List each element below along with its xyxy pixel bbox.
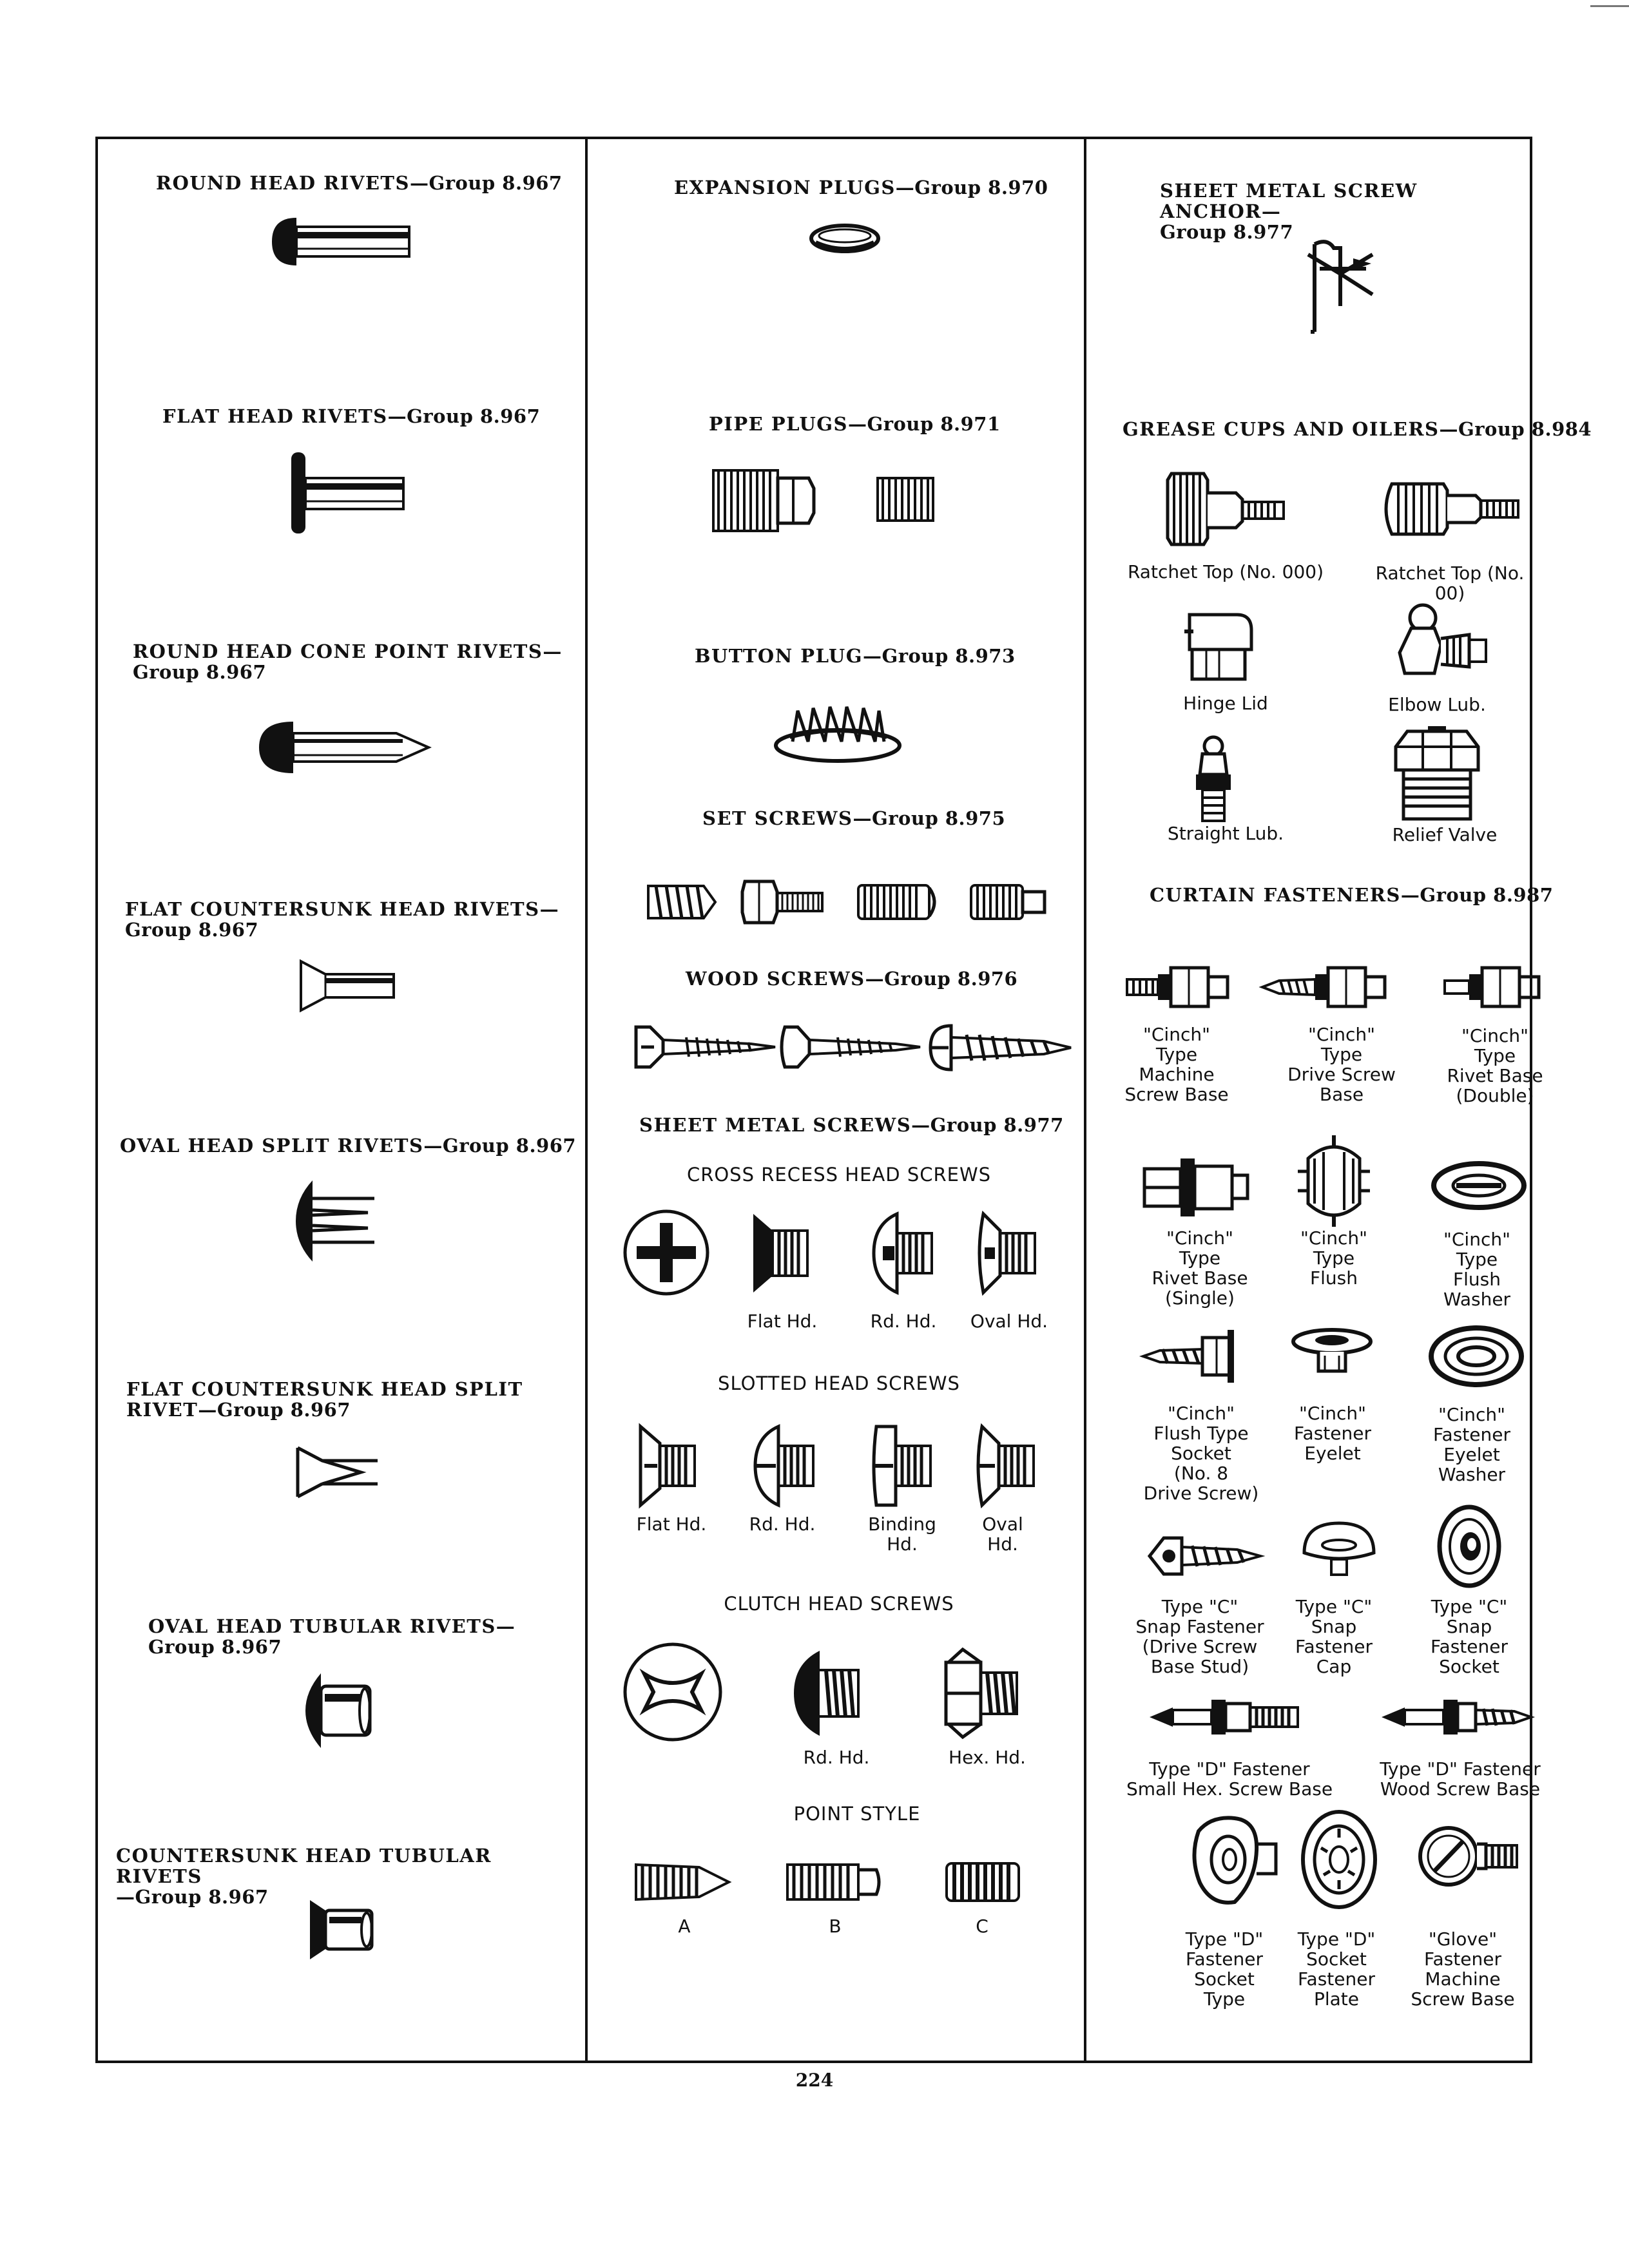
clutch-hex-label: Hex. Hd.: [949, 1747, 1026, 1768]
button-plug-heading: BUTTON PLUG—Group 8.973: [695, 645, 1016, 667]
slotted-binding-icon: [870, 1424, 934, 1508]
type-d-socket-plate-icon: [1300, 1809, 1378, 1910]
round-head-rivet-icon: [271, 213, 412, 271]
clutch-round-icon: [791, 1648, 862, 1738]
slotted-oval-label: Oval Hd.: [982, 1514, 1023, 1555]
wood-screw-round-icon: [928, 1023, 1073, 1072]
type-d-socket-plate-label: Type "D" Socket Fastener Plate: [1297, 1928, 1376, 2010]
ratchet-top-00-icon: [1379, 480, 1521, 538]
flat-head-rivet-icon: [290, 451, 406, 535]
set-screw-b-icon: [741, 878, 825, 927]
set-screws-heading: SET SCREWS—Group 8.975: [702, 807, 1006, 829]
grease-cups-heading: GREASE CUPS AND OILERS—Group 8.984: [1123, 418, 1592, 440]
straight-lub-icon: [1184, 735, 1242, 825]
curtain-fasteners-heading: CURTAIN FASTENERS—Group 8.987: [1150, 884, 1554, 906]
screw-anchor-icon: [1302, 235, 1379, 338]
cinch-rivet-base-single-label: "Cinch" Type Rivet Base (Single): [1152, 1227, 1248, 1309]
pipe-plug-large-icon: [712, 465, 815, 536]
slotted-flat-label: Flat Hd.: [636, 1514, 707, 1535]
hinge-lid-label: Hinge Lid: [1183, 693, 1268, 714]
countersunk-rivet-icon: [300, 960, 396, 1012]
expansion-plug-icon: [809, 219, 880, 258]
slotted-binding-label: Binding Hd.: [868, 1514, 936, 1555]
cinch-flush-label: "Cinch" Type Flush: [1300, 1227, 1367, 1289]
straight-lub-label: Straight Lub.: [1167, 823, 1284, 844]
cinch-flush-washer-icon: [1431, 1160, 1527, 1211]
countersunk-rivets-heading: FLAT COUNTERSUNK HEAD RIVETS— Group 8.967: [125, 898, 560, 941]
set-screw-d-icon: [970, 883, 1050, 921]
countersunk-tubular-rivet-icon: [306, 1898, 377, 1962]
type-d-wood-screw-base-icon: [1379, 1695, 1534, 1740]
cinch-eyelet-washer-icon: [1428, 1324, 1525, 1389]
point-style-c-icon: [944, 1860, 1021, 1905]
cinch-flush-type-socket-label: "Cinch" Flush Type Socket (No. 8 Drive Screw): [1143, 1403, 1259, 1504]
cinch-flush-washer-label: "Cinch" Type Flush Washer: [1443, 1229, 1511, 1310]
sheet-metal-screws-heading: SHEET METAL SCREWS—Group 8.977: [639, 1114, 1064, 1136]
cross-recess-flat-icon: [751, 1211, 813, 1295]
oval-tubular-rivets-heading: OVAL HEAD TUBULAR RIVETS— Group 8.967: [148, 1615, 516, 1658]
cinch-machine-screw-base-label: "Cinch" Type Machine Screw Base: [1124, 1024, 1229, 1105]
type-c-snap-cap-label: Type "C" Snap Fastener Cap: [1295, 1596, 1373, 1677]
cross-recess-round-icon: [871, 1211, 936, 1295]
point-style-b-label: B: [829, 1916, 842, 1937]
slotted-round-label: Rd. Hd.: [749, 1514, 816, 1535]
slotted-subheading: SLOTTED HEAD SCREWS: [718, 1372, 960, 1394]
corner-mark: [1590, 5, 1629, 7]
cinch-rivet-base-single-icon: [1142, 1152, 1251, 1223]
cross-recess-oval-icon: [974, 1211, 1039, 1295]
cinch-machine-screw-base-icon: [1124, 961, 1234, 1013]
slotted-oval-icon: [973, 1424, 1037, 1508]
elbow-lub-label: Elbow Lub.: [1388, 694, 1486, 715]
screw-anchor-heading: SHEET METAL SCREW ANCHOR— Group 8.977: [1160, 180, 1418, 243]
clutch-head-top-icon: [622, 1642, 723, 1742]
elbow-lub-icon: [1392, 602, 1489, 680]
relief-valve-icon: [1392, 725, 1482, 822]
expansion-plugs-heading: EXPANSION PLUGS—Group 8.970: [674, 177, 1048, 198]
point-style-c-label: C: [976, 1916, 988, 1937]
clutch-hex-icon: [942, 1647, 1019, 1740]
cone-point-rivets-heading: ROUND HEAD CONE POINT RIVETS— Group 8.967: [133, 640, 563, 683]
ratchet-top-000-label: Ratchet Top (No. 000): [1127, 561, 1324, 582]
cinch-rivet-base-double-icon: [1442, 961, 1548, 1013]
oval-split-rivet-icon: [293, 1179, 377, 1263]
type-c-snap-stud-icon: [1147, 1530, 1263, 1582]
cross-recess-subheading: CROSS RECESS HEAD SCREWS: [686, 1164, 992, 1186]
cinch-flush-type-socket-icon: [1141, 1327, 1250, 1385]
type-d-small-hex-base-icon: [1147, 1695, 1302, 1740]
clutch-round-label: Rd. Hd.: [803, 1747, 870, 1768]
oval-split-rivets-heading: OVAL HEAD SPLIT RIVETS—Group 8.967: [120, 1135, 577, 1157]
point-style-subheading: POINT STYLE: [793, 1803, 921, 1825]
cross-recess-flat-label: Flat Hd.: [747, 1311, 818, 1332]
flat-head-rivets-heading: FLAT HEAD RIVETS—Group 8.967: [162, 405, 541, 427]
wood-screw-flat-icon: [635, 1024, 776, 1070]
cross-recess-round-label: Rd. Hd.: [870, 1311, 937, 1332]
cross-recess-oval-label: Oval Hd.: [970, 1311, 1048, 1332]
round-head-rivets-heading: ROUND HEAD RIVETS—Group 8.967: [156, 172, 563, 194]
ratchet-top-000-icon: [1165, 467, 1287, 551]
slotted-round-icon: [753, 1424, 817, 1508]
type-c-snap-socket-icon: [1437, 1504, 1501, 1588]
cinch-flush-icon: [1295, 1133, 1373, 1229]
cross-recess-top-icon: [622, 1209, 710, 1296]
cinch-eyelet-washer-label: "Cinch" Fastener Eyelet Washer: [1433, 1404, 1510, 1485]
cinch-fastener-eyelet-icon: [1290, 1326, 1374, 1378]
pipe-plugs-heading: PIPE PLUGS—Group 8.971: [709, 413, 1001, 435]
oval-tubular-rivet-icon: [303, 1672, 374, 1749]
slotted-flat-icon: [638, 1424, 700, 1508]
type-c-snap-socket-label: Type "C" Snap Fastener Socket: [1431, 1596, 1508, 1677]
ratchet-top-00-label: Ratchet Top (No. 00): [1375, 562, 1525, 604]
cinch-drive-screw-base-icon: [1260, 961, 1395, 1013]
hinge-lid-icon: [1181, 612, 1264, 683]
countersunk-split-rivet-icon: [296, 1446, 380, 1498]
relief-valve-label: Relief Valve: [1392, 824, 1498, 845]
point-style-a-icon: [635, 1861, 731, 1903]
countersunk-tubular-rivets-heading: COUNTERSUNK HEAD TUBULAR RIVETS —Group 8.967: [116, 1845, 492, 1908]
type-d-small-hex-base-label: Type "D" Fastener Small Hex. Screw Base: [1126, 1758, 1333, 1800]
point-style-b-icon: [786, 1861, 883, 1903]
cinch-drive-screw-base-label: "Cinch" Type Drive Screw Base: [1287, 1024, 1396, 1105]
button-plug-icon: [773, 699, 902, 764]
point-style-a-label: A: [678, 1916, 691, 1937]
column-divider-2: [1084, 137, 1086, 2063]
set-screw-c-icon: [857, 883, 941, 921]
glove-fastener-icon: [1418, 1821, 1521, 1892]
countersunk-split-rivet-heading: FLAT COUNTERSUNK HEAD SPLIT RIVET—Group 8.967: [126, 1378, 523, 1421]
glove-fastener-label: "Glove" Fastener Machine Screw Base: [1411, 1928, 1515, 2010]
type-c-snap-stud-label: Type "C" Snap Fastener (Drive Screw Base Stud): [1135, 1596, 1264, 1677]
cinch-rivet-base-double-label: "Cinch" Type Rivet Base (Double): [1447, 1025, 1543, 1106]
wood-screws-heading: WOOD SCREWS—Group 8.976: [686, 968, 1018, 990]
set-screw-a-icon: [646, 879, 717, 925]
column-divider-1: [585, 137, 588, 2063]
type-d-socket-type-label: Type "D" Fastener Socket Type: [1185, 1928, 1264, 2010]
type-d-socket-type-icon: [1186, 1812, 1282, 1908]
type-c-snap-cap-icon: [1300, 1519, 1378, 1577]
clutch-subheading: CLUTCH HEAD SCREWS: [724, 1593, 954, 1615]
pipe-plug-small-icon: [876, 477, 934, 522]
type-d-wood-screw-base-label: Type "D" Fastener Wood Screw Base: [1380, 1758, 1541, 1800]
page-number: 224: [795, 2070, 834, 2091]
wood-screw-oval-icon: [780, 1024, 921, 1070]
cinch-fastener-eyelet-label: "Cinch" Fastener Eyelet: [1294, 1403, 1371, 1464]
cone-point-rivet-icon: [258, 715, 432, 780]
